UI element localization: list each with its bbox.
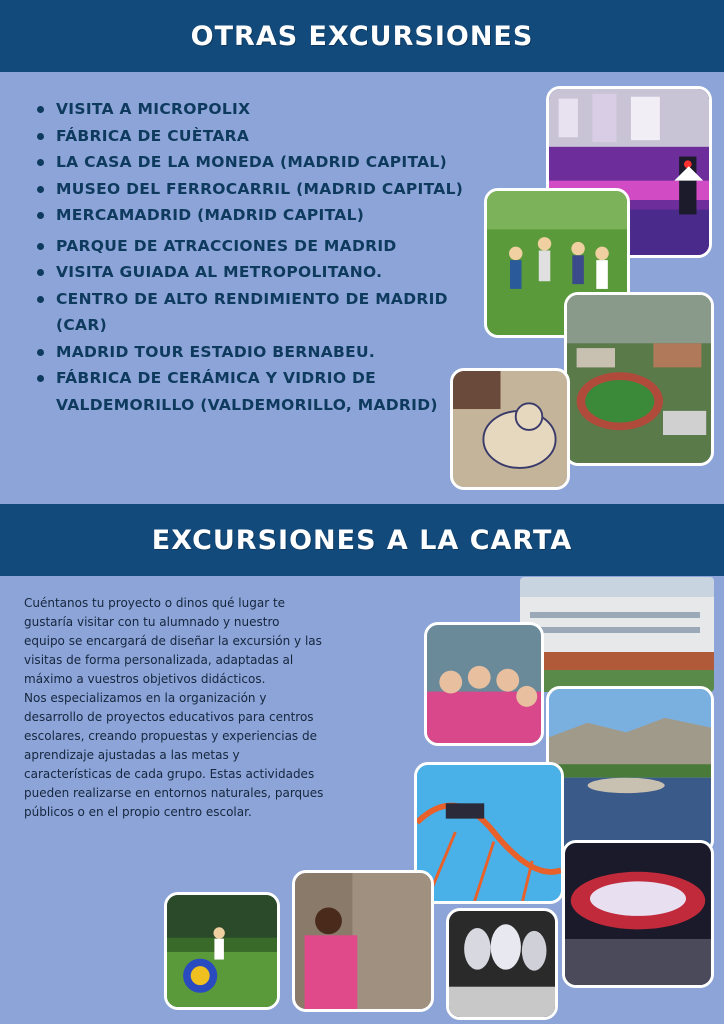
- roller-coaster-photo: [414, 762, 564, 904]
- trophies-photo: [446, 908, 558, 1020]
- list-item: CENTRO DE ALTO RENDIMIENTO DE MADRID (CAR): [34, 286, 464, 339]
- section-title: EXCURSIONES A LA CARTA: [151, 524, 573, 556]
- description-text: [24, 594, 324, 822]
- list-item: MADRID TOUR ESTADIO BERNABEU.: [34, 339, 464, 366]
- excursion-list: [34, 96, 464, 418]
- list-item: MUSEO DEL FERROCARRIL (MADRID CAPITAL): [34, 176, 464, 203]
- sports-center-aerial-photo: [564, 292, 714, 466]
- group-selfie-photo: [424, 622, 544, 746]
- list-item: LA CASA DE LA MONEDA (MADRID CAPITAL): [34, 149, 464, 176]
- list-item: FÁBRICA DE CUÈTARA: [34, 123, 464, 150]
- list-item: VISITA A MICROPOLIX: [34, 96, 464, 123]
- stadium-night-photo: [562, 840, 714, 988]
- list-item: MERCAMADRID (MADRID CAPITAL): [34, 202, 464, 229]
- list-item: PARQUE DE ATRACCIONES DE MADRID: [34, 233, 464, 260]
- section-title: OTRAS EXCURSIONES: [190, 20, 534, 52]
- pink-shirt-rocks-photo: [292, 870, 434, 1012]
- ceramic-cat-photo: [450, 368, 570, 490]
- list-item: FÁBRICA DE CERÁMICA Y VIDRIO DE VALDEMORILLO (VALDEMORILLO, MADRID): [34, 365, 464, 418]
- list-item: VISITA GUIADA AL METROPOLITANO.: [34, 259, 464, 286]
- kids-soccer-photo: [164, 892, 280, 1010]
- section-header-excursiones-carta: [0, 504, 724, 576]
- university-building-photo: [520, 577, 714, 692]
- description-paragraph: Nos especializamos en la organización y desarrollo de proyectos educativos para centros escolares, creando propuestas y experiencias de aprendizaje ajustadas a las metas y características de cada grupo. Estas actividades pueden realizarse en entornos naturales, parques públicos o en el propio centro escolar.: [24, 691, 324, 819]
- description-paragraph: Cuéntanos tu proyecto o dinos qué lugar te gustaría visitar con tu alumnado y nuestro equipo se encargará de diseñar la excursión y las visitas de forma personalizada, adaptadas al máximo a vuestros objetivos didácticos.: [24, 596, 322, 686]
- section-header-otras-excursiones: [0, 0, 724, 72]
- river-landscape-photo: [546, 686, 714, 854]
